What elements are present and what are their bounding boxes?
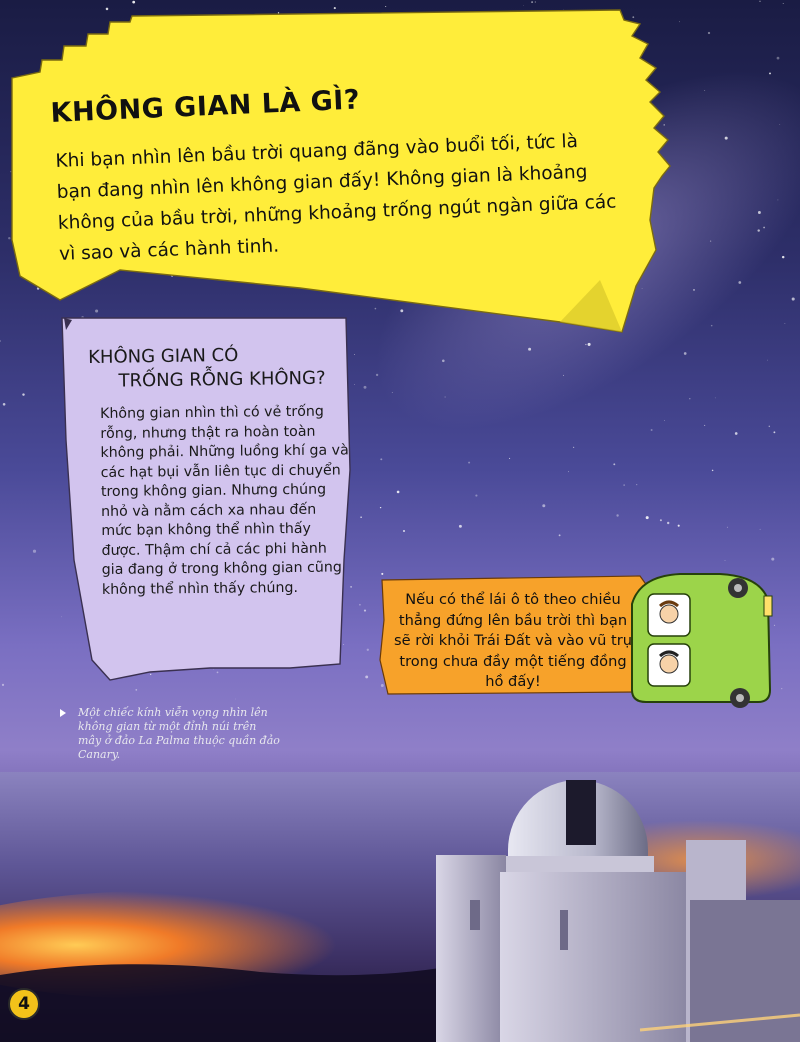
side-box-heading (88, 343, 326, 394)
star (132, 1, 135, 4)
star (711, 325, 713, 327)
star (381, 684, 384, 687)
star (679, 21, 680, 22)
star (769, 72, 771, 74)
star (475, 495, 477, 497)
star (710, 240, 711, 241)
star (678, 525, 680, 527)
star (727, 527, 728, 528)
star (10, 171, 11, 172)
star (763, 227, 765, 229)
star (354, 354, 355, 355)
star (792, 297, 795, 300)
main-paragraph: Khi bạn nhìn lên bầu trời quang đãng vào buổi tối, tức là bạn đang nhìn lên không gian đấy! Không gian là khoảng không của bầu trời, những khoảng trống ngút ngàn giữa các vì sao và các hành tinh. (55, 130, 617, 265)
star (343, 644, 344, 645)
star (704, 90, 705, 91)
star (777, 199, 778, 200)
side-box-paragraph: Không gian nhìn thì có vẻ trống rỗng, nhưng thật ra hoàn toàn không phải. Những luồng khí ga và các hạt bụi vẫn liên tục di chuyển trong không gian. Nhưng chúng nhỏ và nằm cách xa nhau đến mức bạn không thể nhìn thấy được. Thậm chí cả các phi hành gia đang ở trong không gian cũng không thể nhìn thấy chúng. (100, 403, 349, 598)
star (392, 392, 393, 393)
fact-box-text: Nếu có thể lái ô tô theo chiều thẳng đứng lên bầu trời thì bạn sẽ rời khỏi Trái Đất và vào vũ trụ trong chưa đầy một tiếng đồng hồ đấy! (393, 591, 633, 690)
star (367, 649, 369, 651)
star (769, 426, 770, 427)
star (403, 530, 405, 532)
main-heading: KHÔNG GIAN LÀ GÌ? (50, 84, 361, 129)
star (397, 491, 400, 494)
star (559, 534, 561, 536)
star (759, 1, 760, 2)
side-box-heading-line1: KHÔNG GIAN CÓ (88, 344, 239, 368)
star (715, 397, 716, 398)
star (646, 516, 649, 519)
star (542, 504, 545, 507)
star (624, 485, 625, 486)
star (632, 16, 634, 18)
star (400, 309, 403, 312)
star (364, 386, 367, 389)
horizon-ridge (0, 964, 440, 1042)
star (3, 403, 6, 406)
star (693, 289, 695, 291)
star (531, 1, 533, 3)
star (33, 550, 36, 553)
star (360, 516, 361, 517)
star (642, 288, 643, 289)
star (359, 604, 361, 606)
star (660, 519, 662, 521)
star (381, 573, 383, 575)
star (535, 1, 536, 2)
star (757, 229, 759, 231)
star (667, 522, 669, 524)
star (150, 674, 151, 675)
star (785, 323, 786, 324)
star (663, 124, 665, 126)
star (380, 507, 381, 508)
photo-caption (60, 706, 280, 762)
star (568, 471, 569, 472)
star (782, 256, 784, 258)
star (365, 675, 368, 678)
star (783, 3, 784, 4)
star (106, 8, 109, 11)
star (217, 672, 219, 674)
star (380, 458, 382, 460)
star (61, 616, 62, 617)
star (523, 5, 524, 6)
star (664, 420, 665, 421)
star (135, 689, 137, 691)
star (585, 344, 586, 345)
star (725, 560, 726, 561)
star (375, 308, 377, 310)
star (573, 447, 574, 448)
star (588, 343, 591, 346)
star (364, 610, 366, 612)
star (95, 309, 98, 312)
star (735, 432, 738, 435)
star (781, 688, 782, 689)
page-number-badge: 4 (8, 988, 40, 1020)
star (278, 12, 279, 13)
star (777, 57, 780, 60)
star (779, 124, 780, 125)
star (509, 458, 510, 459)
star (708, 32, 710, 34)
star (468, 462, 470, 464)
star (738, 281, 741, 284)
star (563, 375, 564, 376)
side-box-heading-line2: TRỐNG RỖNG KHÔNG? (118, 367, 326, 392)
star (771, 558, 774, 561)
green-car-illustration (632, 574, 772, 708)
star (774, 625, 775, 626)
star (684, 352, 687, 355)
star (354, 384, 355, 385)
star (760, 529, 761, 530)
star (651, 429, 653, 431)
star (459, 525, 462, 528)
star (725, 137, 728, 140)
star (636, 484, 637, 485)
star (376, 374, 378, 376)
star (613, 463, 615, 465)
star (442, 360, 445, 363)
star (334, 7, 336, 9)
star (385, 6, 386, 7)
star (8, 237, 10, 239)
star (616, 514, 618, 516)
star (758, 211, 761, 214)
star (235, 699, 236, 700)
star (445, 397, 446, 398)
star (22, 393, 24, 395)
star (704, 425, 705, 426)
star (2, 684, 4, 686)
star (213, 669, 214, 670)
star (767, 360, 768, 361)
star (528, 348, 531, 351)
star (689, 398, 690, 399)
photo-caption-text: Một chiếc kính viễn vọng nhìn lên không gian từ một đỉnh núi trên mây ở đảo La Palma thuộc quần đảo Canary. (78, 706, 280, 761)
star (712, 470, 714, 472)
star (773, 431, 775, 433)
